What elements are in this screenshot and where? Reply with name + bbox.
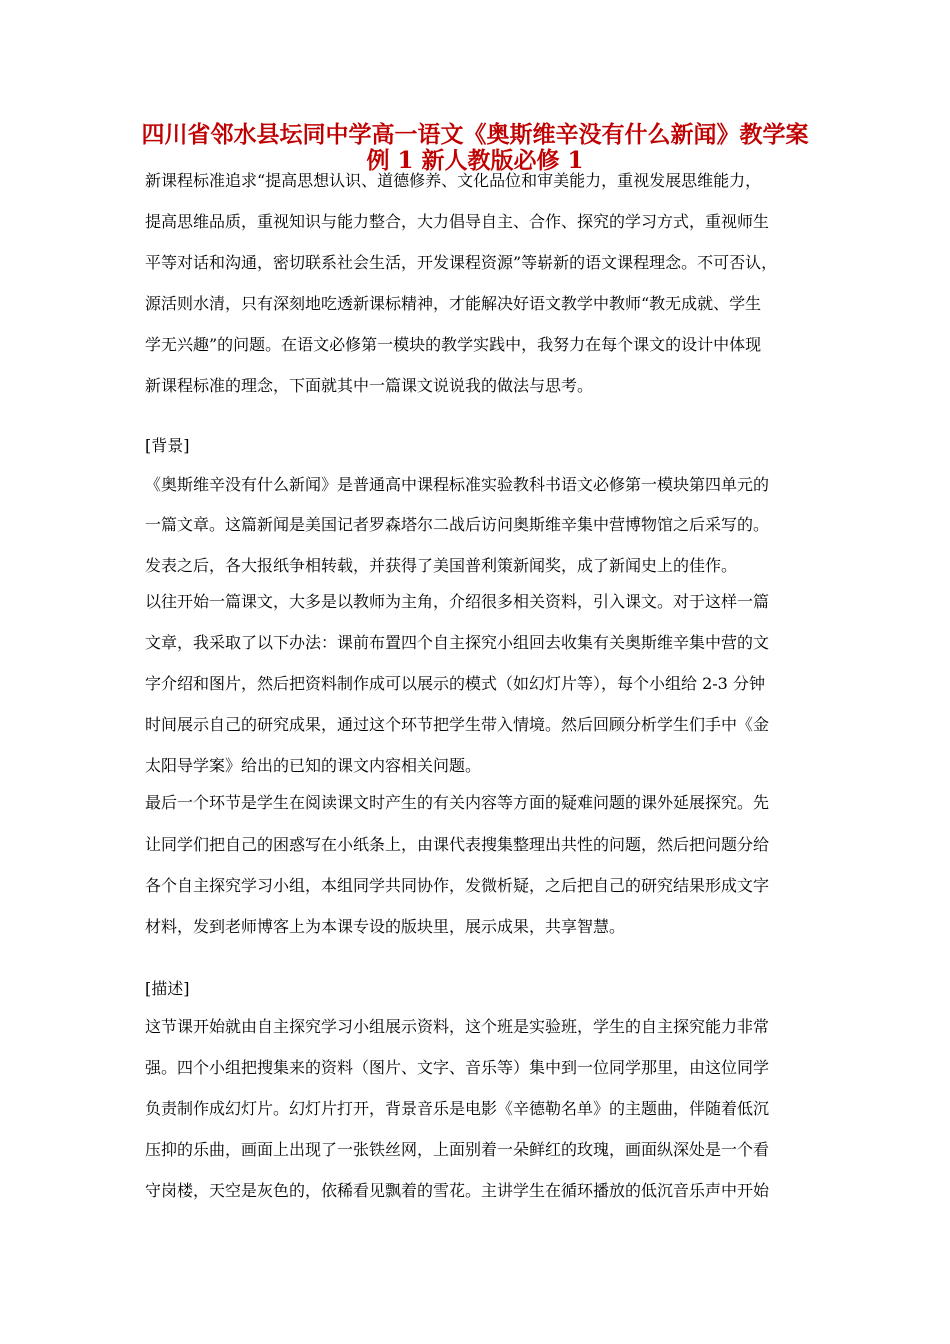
title-line-2: 例 1 新人教版必修 1 bbox=[366, 147, 584, 174]
title-line-1: 四川省邻水县坛同中学高一语文《奥斯维辛没有什么新闻》教学案 bbox=[141, 121, 809, 148]
text-line: 各个自主探究学习小组，本组同学共同协作，发微析疑，之后把自己的研究结果形成文字 bbox=[145, 876, 770, 895]
text-line: 这节课开始就由自主探究学习小组展示资料，这个班是实验班，学生的自主探究能力非常 bbox=[145, 1017, 770, 1036]
text-line: 守岗楼，天空是灰色的，依稀看见飘着的雪花。主讲学生在循环播放的低沉音乐声中开始 bbox=[145, 1181, 770, 1200]
text-line: 《奥斯维辛没有什么新闻》是普通高中课程标准实验教科书语文必修第一模块第四单元的 bbox=[145, 475, 770, 494]
text-line: 材料，发到老师博客上为本课专设的版块里，展示成果，共享智慧。 bbox=[145, 917, 626, 936]
text-line: 源活则水清，只有深刻地吃透新课标精神，才能解决好语文教学中教师“教无成就、学生 bbox=[145, 294, 762, 313]
text-line: 压抑的乐曲，画面上出现了一张铁丝网，上面别着一朵鲜红的玫瑰，画面纵深处是一个看 bbox=[145, 1140, 770, 1159]
document-title bbox=[140, 122, 810, 174]
text-line: 字介绍和图片，然后把资料制作成可以展示的模式（如幻灯片等），每个小组给 2-3 分钟 bbox=[145, 674, 765, 693]
text-line: 文章，我采取了以下办法：课前布置四个自主探究小组回去收集有关奥斯维辛集中营的文 bbox=[145, 633, 770, 652]
text-line: [描述] bbox=[145, 979, 190, 998]
text-line: 学无兴趣”的问题。在语文必修第一模块的教学实践中，我努力在每个课文的设计中体现 bbox=[145, 335, 762, 354]
text-line: 新课程标准追求“提高思想认识、道德修养、文化品位和审美能力，重视发展思维能力， bbox=[145, 171, 762, 190]
text-line: 新课程标准的理念，下面就其中一篇课文说说我的做法与思考。 bbox=[145, 376, 594, 395]
text-line: 一篇文章。这篇新闻是美国记者罗森塔尔二战后访问奥斯维辛集中营博物馆之后采写的。 bbox=[145, 515, 770, 534]
text-line: 平等对话和沟通，密切联系社会生活，开发课程资源”等崭新的语文课程理念。不可否认， bbox=[145, 253, 778, 272]
text-line: 发表之后，各大报纸争相转载，并获得了美国普利策新闻奖，成了新闻史上的佳作。 bbox=[145, 556, 738, 575]
text-line: 让同学们把自己的困惑写在小纸条上，由课代表搜集整理出共性的问题，然后把问题分给 bbox=[145, 835, 770, 854]
text-line: 负责制作成幻灯片。幻灯片打开，背景音乐是电影《辛德勒名单》的主题曲，伴随着低沉 bbox=[145, 1099, 770, 1118]
text-line: 以往开始一篇课文，大多是以教师为主角，介绍很多相关资料，引入课文。对于这样一篇 bbox=[145, 592, 770, 611]
text-line: 最后一个环节是学生在阅读课文时产生的有关内容等方面的疑难问题的课外延展探究。先 bbox=[145, 793, 770, 812]
text-line: 提高思维品质，重视知识与能力整合，大力倡导自主、合作、探究的学习方式，重视师生 bbox=[145, 212, 770, 231]
text-line: 时间展示自己的研究成果，通过这个环节把学生带入情境。然后回顾分析学生们手中《金 bbox=[145, 715, 770, 734]
text-line: [背景] bbox=[145, 436, 190, 455]
text-line: 太阳导学案》给出的已知的课文内容相关问题。 bbox=[145, 756, 482, 775]
text-line: 强。四个小组把搜集来的资料（图片、文字、音乐等）集中到一位同学那里，由这位同学 bbox=[145, 1058, 770, 1077]
